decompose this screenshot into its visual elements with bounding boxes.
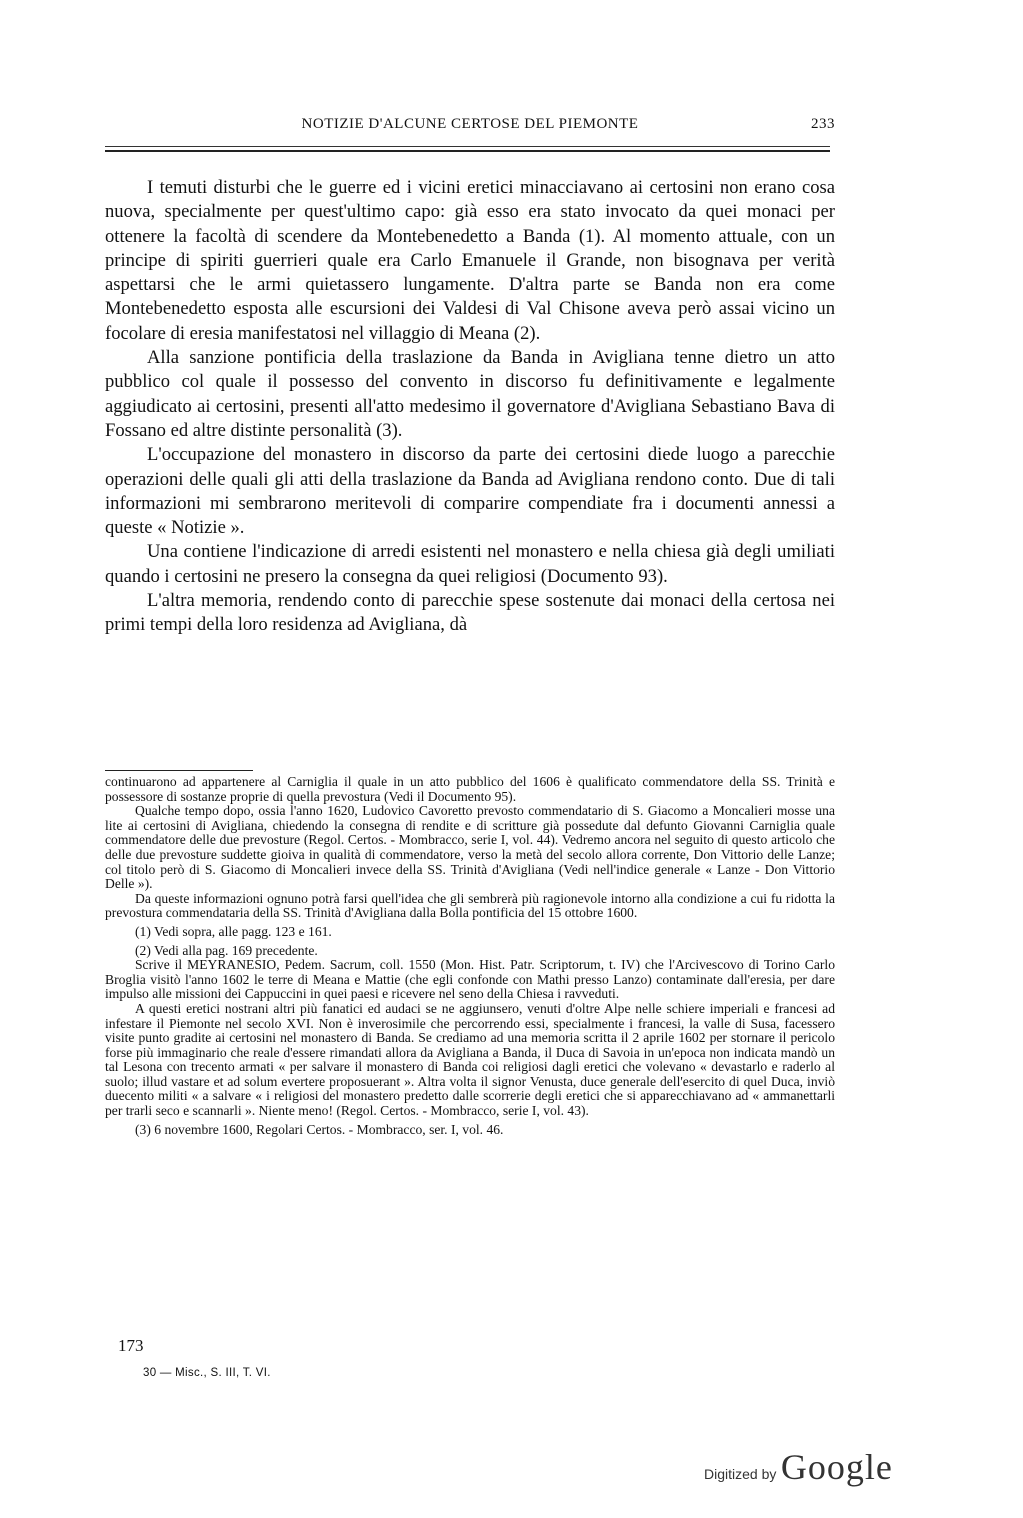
digitized-watermark [704, 1446, 893, 1488]
printer-imprint: 30 — Misc., S. III, T. VI. [143, 1367, 271, 1379]
header-title: NOTIZIE D'ALCUNE CERTOSE DEL PIEMONTE [301, 116, 639, 132]
footnote: A questi eretici nostrani altri più fanatici ed audaci se ne aggiunsero, venuti d'oltre Alpe nelle schiere imperiali e francesi ad infestare il Piemonte nel secolo XVI. Non è inverosimile che percorrendo essi, specialmente i francesi, la valle di Susa, facessero visite punto gradite ai certosini nel monastero di Banda. Se crediamo ad una memoria scritta il 2 aprile 1602 per stornare il pericolo forse più immaginario che reale d'essere rimandati allora da Avigliana a Banda, il Duca di Savoia in un'epoca non indicata mandò un tal Lesona con trecento armati « per salvare il monastero di Banda coi religiosi dagli eretici che volevano « devastarlo e raderlo al suolo; illud vastare et ad solum evertere proposuerant ». Altra volta il signor Venusta, duce generale dell'esercito di quel Duca, inviò duecento militi « a salvare « i religiosi del monastero predetto dalle scorrerie degli eretici che si apparecchiavano ad « ammanettarli per trarli seco e scannarli ». Niente meno! (Regol. Certos. - Mombracco, serie I, vol. 43). [105, 1000, 835, 1119]
digitized-label: Digitized by [704, 1466, 777, 1482]
footnote: Da queste informazioni ognuno potrà farsi quell'idea che gli sembrerà più ragionevole intorno alla condizione a cui fu ridotta la prevostura commendataria della SS. Trinità d'Avigliana dalla Bolla pontificia del 15 ottobre 1600. [105, 890, 835, 921]
running-header [105, 116, 835, 138]
footnote: (2) Vedi alla pag. 169 precedente. [135, 942, 318, 958]
footnotes [105, 775, 835, 1137]
header-rule-thick [105, 150, 830, 152]
footnote: (1) Vedi sopra, alle pagg. 123 e 161. [135, 923, 332, 939]
footnote: Scrive il MEYRANESIO, Pedem. Sacrum, coll. 1550 (Mon. Hist. Patr. Scriptorum, t. IV) che l'Arcivescovo di Torino Carlo Broglia visitò l'anno 1602 le terre di Meana e Mattie (che egli confonde con Mathi presso Lanzo) contaminate dall'eresia, per dare impulso alle missioni dei Cappuccini in quei paesi e ricevere nel seno della Chiesa i ravveduti. [105, 957, 835, 1002]
footnote: Qualche tempo dopo, ossia l'anno 1620, Ludovico Cavoretto prevosto commendatario di S. Giacomo a Moncalieri mosse una lite ai certosini di Avigliana, chiedendo la consegna di rendite e di scritture già possedute dal defunto Giovanni Carniglia quale commendatore delle due prevosture (Regol. Certos. - Mombracco, serie I, vol. 44). Vedremo ancora nel seguito di questo articolo che delle due prevosture suddette gioiva in qualità di commendatore, verso la metà del secolo allora corrente, Don Vittorio delle Lanze; col titolo però di S. Giacomo di Moncalieri invece della SS. Trinità d'Avigliana (Vedi nell'indice generale « Lanze - Don Vittorio Delle »). [105, 803, 835, 892]
paragraph: Alla sanzione pontificia della traslazione da Banda in Avigliana tenne dietro un atto pubblico col quale il possesso del convento in discorso fu definitivamente e legalmente aggiudicato ai certosini, presenti all'atto medesimo il governatore d'Avigliana Sebastiano Bava di Fossano ed altre distinte personalità (3). [105, 347, 835, 441]
google-logo: Google [780, 1447, 893, 1487]
footnote-separator [105, 770, 253, 771]
signature-mark: 173 [118, 1336, 144, 1355]
footnote: continuarono ad appartenere al Carniglia il quale in un atto pubblico del 1606 è qualificato commendatore della SS. Trinità e possessore di sostanze proprie di quella prevostura (Vedi il Documento 95). [105, 774, 835, 804]
page-number: 233 [811, 116, 835, 132]
paragraph: I temuti disturbi che le guerre ed i vicini eretici minacciavano ai certosini non erano cosa nuova, specialmente per quest'ultimo capo: già esso era stato invocato da quei monaci per ottenere la facoltà di scendere da Montebenedetto a Banda (1). Al momento attuale, con un principe di spiriti guerrieri quale era Carlo Emanuele il Grande, non bisognava per verità aspettarsi che le armi quietassero lungamente. D'altra parte se Banda non era come Montebenedetto esposta alle escursioni dei Valdesi di Val Chisone aveva però assai vicino un focolare di eresia manifestatosi nel villaggio di Meana (2). [105, 177, 835, 344]
header-rule [105, 146, 830, 147]
body-text [105, 176, 835, 638]
paragraph: L'occupazione del monastero in discorso da parte dei certosini diede luogo a parecchie operazioni delle quali gli atti della traslazione da Banda ad Avigliana rendono conto. Due di tali informazioni mi sembrarono meritevoli di comparire compendiate fra i documenti annessi a queste « Notizie ». [105, 444, 835, 539]
footnote: (3) 6 novembre 1600, Regolari Certos. - Mombracco, ser. I, vol. 46. [135, 1121, 504, 1137]
paragraph: L'altra memoria, rendendo conto di parecchie spese sostenute dai monaci della certosa nei primi tempi della loro residenza ad Avigliana, dà [105, 590, 835, 636]
paragraph: Una contiene l'indicazione di arredi esistenti nel monastero e nella chiesa già degli umiliati quando i certosini ne presero la consegna da quei religiosi (Documento 93). [105, 541, 835, 587]
